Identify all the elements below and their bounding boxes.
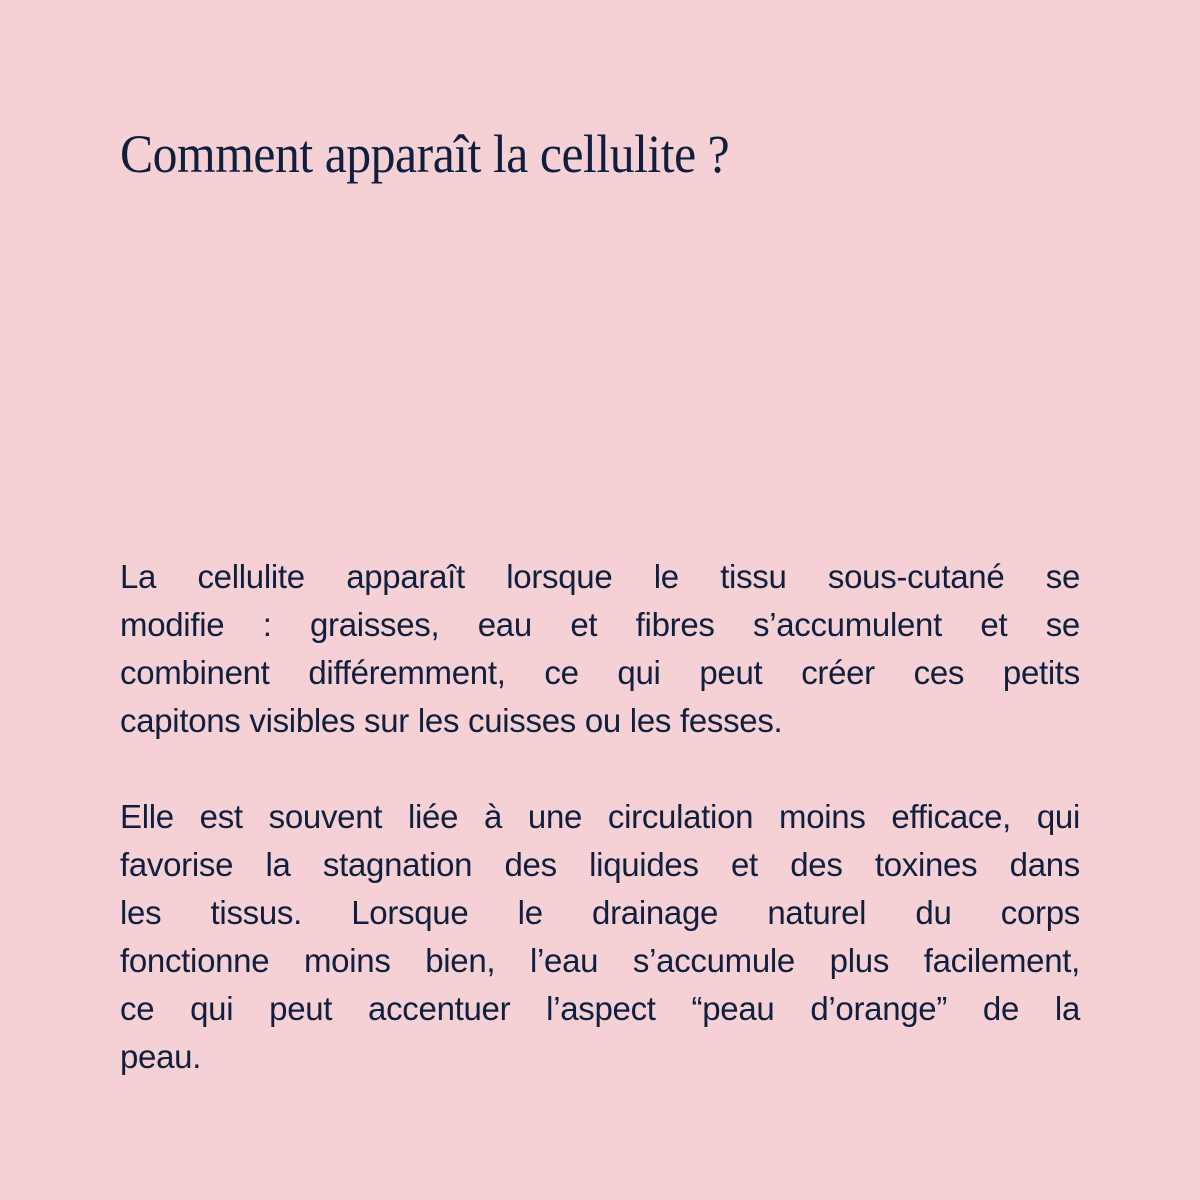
page-title: Comment apparaît la cellulite ? bbox=[120, 124, 730, 184]
text-line: capitons visibles sur les cuisses ou les fesses. bbox=[120, 702, 783, 739]
text-line: Elle est souvent liée à une circulation moins efficace, qui bbox=[120, 798, 1080, 835]
text-line: combinent différemment, ce qui peut créer ces petits bbox=[120, 654, 1080, 691]
text-line: les tissus. Lorsque le drainage naturel du corps bbox=[120, 894, 1080, 931]
text-line: peau. bbox=[120, 1038, 202, 1075]
paragraph-circulation bbox=[120, 793, 1080, 1081]
paragraph-cellulite-formation bbox=[120, 553, 1080, 745]
text-line: favorise la stagnation des liquides et des toxines dans bbox=[120, 846, 1080, 883]
text-line: modifie : graisses, eau et fibres s’accumulent et se bbox=[120, 606, 1080, 643]
text-line: La cellulite apparaît lorsque le tissu sous-cutané se bbox=[120, 558, 1080, 595]
text-line: ce qui peut accentuer l’aspect “peau d’orange” de la bbox=[120, 990, 1080, 1027]
text-line: fonctionne moins bien, l’eau s’accumule plus facilement, bbox=[120, 942, 1080, 979]
